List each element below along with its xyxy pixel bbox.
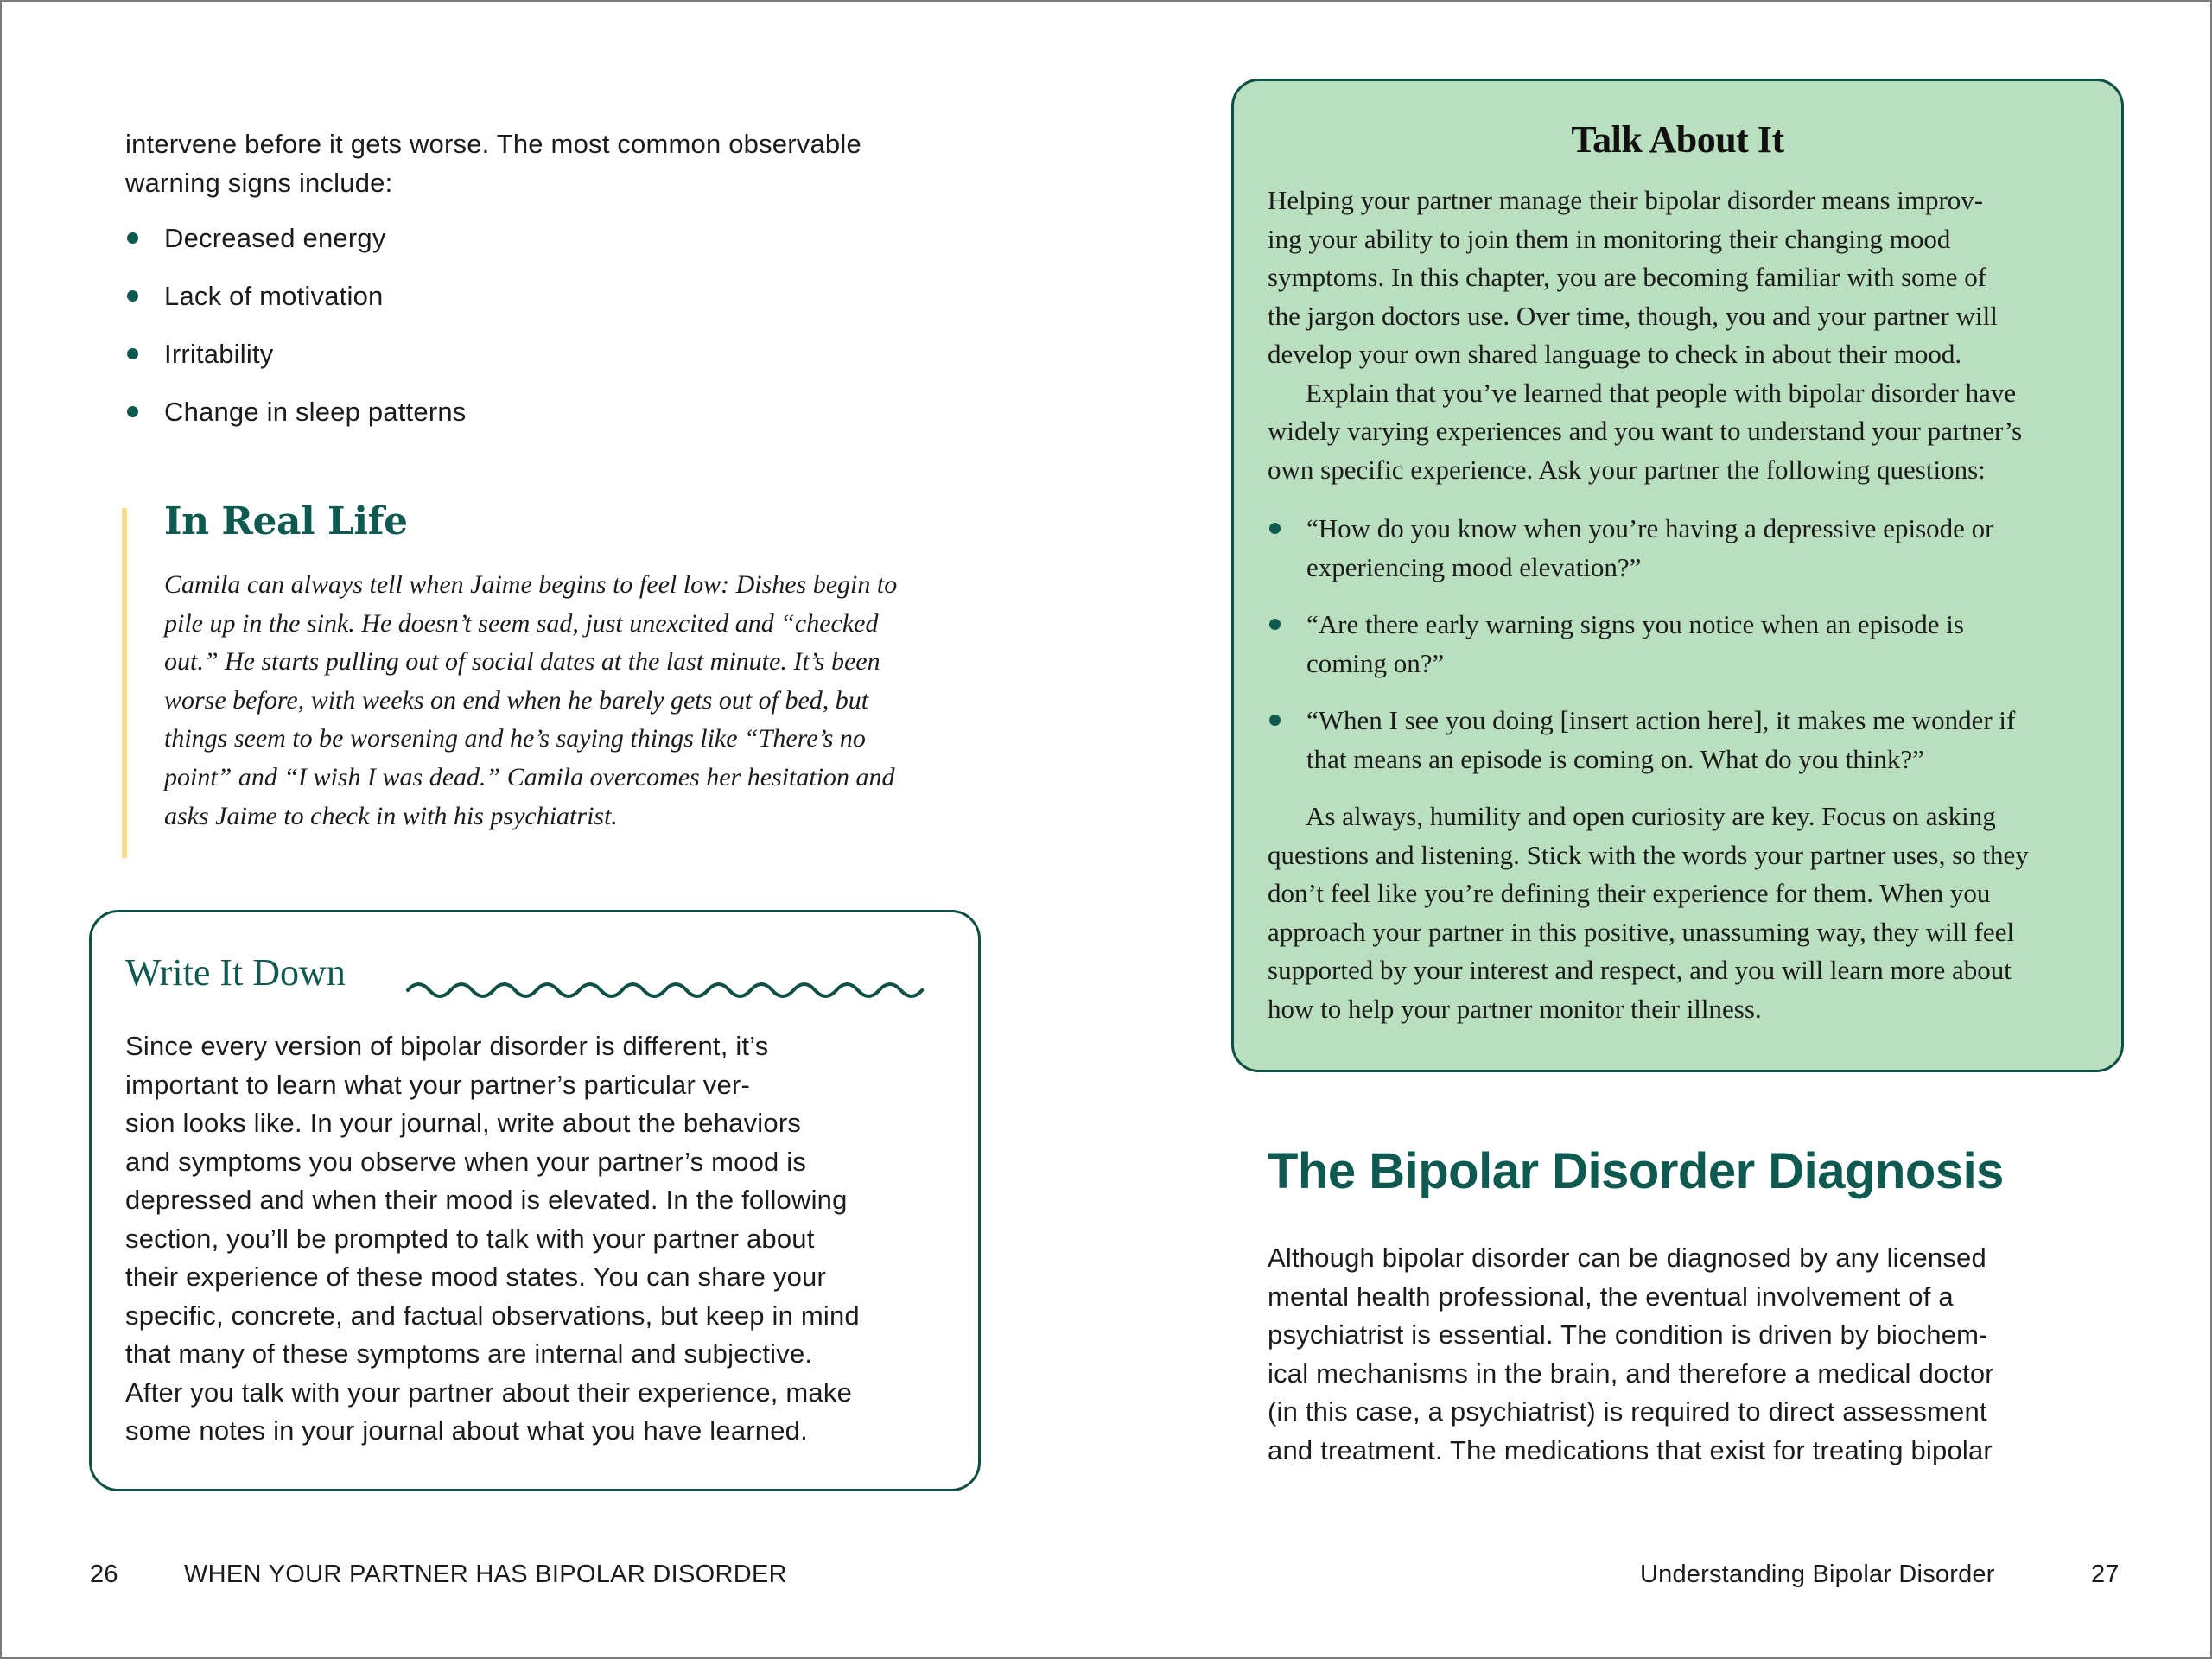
list-item <box>125 393 466 451</box>
wavy-divider-icon <box>404 971 931 1006</box>
bullet-icon <box>127 232 138 244</box>
text-line: how to help your partner monitor their illness. <box>1268 993 1762 1024</box>
list-item <box>125 277 466 335</box>
diagnosis-paragraph <box>1268 1239 2097 1470</box>
list-item <box>125 335 466 393</box>
text-line: the jargon doctors use. Over time, though, you and your partner will <box>1268 300 1998 331</box>
running-title-left: WHEN YOUR PARTNER HAS BIPOLAR DISORDER <box>184 1560 787 1588</box>
text-line: Helping your partner manage their bipolar disorder means improv- <box>1268 185 1984 215</box>
text-line: develop your own shared language to check in about their mood. <box>1268 339 1962 369</box>
list-item-label: Lack of motivation <box>164 281 384 311</box>
in-real-life-heading: In Real Life <box>164 499 408 543</box>
text-line: experiencing mood elevation?” <box>1306 551 1642 582</box>
bullet-icon <box>127 406 138 417</box>
text-line: own specific experience. Ask your partner the following questions: <box>1268 454 1986 485</box>
text-line: “Are there early warning signs you notice when an episode is <box>1306 609 1964 639</box>
text-line: important to learn what your partner’s particular ver- <box>125 1069 750 1100</box>
text-line: symptoms. In this chapter, you are becoming familiar with some of <box>1268 262 1987 292</box>
text-line: don’t feel like you’re defining their experience for them. When you <box>1268 878 1991 908</box>
in-real-life-story <box>164 566 897 836</box>
text-line: and treatment. The medications that exist for treating bipolar <box>1268 1434 1993 1465</box>
text-line: worse before, with weeks on end when he barely gets out of bed, but <box>164 685 869 715</box>
text-line: some notes in your journal about what you have learned. <box>125 1415 808 1446</box>
text-line: pile up in the sink. He doesn’t seem sad, just unexcited and “checked <box>164 608 879 638</box>
text-line: “When I see you doing [insert action here], it makes me wonder if <box>1306 705 2016 735</box>
text-line: Camila can always tell when Jaime begins to feel low: Dishes begin to <box>164 570 898 599</box>
text-line: widely varying experiences and you want to understand your partner’s <box>1268 416 2023 446</box>
section-heading: The Bipolar Disorder Diagnosis <box>1268 1143 2004 1199</box>
text-line: section, you’ll be prompted to talk with your partner about <box>125 1223 815 1254</box>
text-line: As always, humility and open curiosity are key. Focus on asking <box>1306 801 1996 831</box>
write-it-down-body <box>125 1027 955 1451</box>
text-line: point” and “I wish I was dead.” Camila overcomes her hesitation and <box>164 762 895 791</box>
text-line: questions and listening. Stick with the words your partner uses, so they <box>1268 839 2029 870</box>
bullet-icon <box>1269 523 1281 534</box>
text-line: specific, concrete, and factual observations, but keep in mind <box>125 1300 860 1331</box>
text-line: ing your ability to join them in monitoring their changing mood <box>1268 223 1951 254</box>
warning-signs-list <box>125 219 466 451</box>
text-line: that means an episode is coming on. What do you think?” <box>1306 743 1924 774</box>
list-item-label: Change in sleep patterns <box>164 397 467 427</box>
text-line: ical mechanisms in the brain, and therefore a medical doctor <box>1268 1357 1994 1389</box>
bullet-icon <box>127 290 138 302</box>
text-line: out.” He starts pulling out of social dates at the last minute. It’s been <box>164 647 880 677</box>
text-line: coming on?” <box>1306 647 1445 678</box>
text-line: After you talk with your partner about their experience, make <box>125 1376 853 1408</box>
write-it-down-heading: Write It Down <box>125 951 346 994</box>
text-line: that many of these symptoms are internal and subjective. <box>125 1338 813 1369</box>
bullet-icon <box>1269 715 1281 726</box>
text-line: and symptoms you observe when your partner’s mood is <box>125 1146 807 1177</box>
text-line: Explain that you’ve learned that people with bipolar disorder have <box>1306 377 2017 408</box>
text-line: warning signs include: <box>125 167 393 198</box>
text-line: supported by your interest and respect, and you will learn more about <box>1268 955 2012 985</box>
list-item <box>125 219 466 277</box>
text-line: things seem to be worsening and he’s saying things like “There’s no <box>164 724 866 753</box>
list-item <box>1268 702 2015 779</box>
text-line: Since every version of bipolar disorder is different, it’s <box>125 1031 769 1061</box>
text-line: psychiatrist is essential. The condition is driven by biochem- <box>1268 1319 1988 1350</box>
bullet-icon <box>127 348 138 359</box>
page-number-right: 27 <box>2091 1560 2120 1588</box>
talk-about-it-paragraph-3 <box>1268 798 2029 1028</box>
list-item <box>1268 510 2015 587</box>
list-item <box>1268 606 2015 683</box>
talk-about-it-paragraph-1 <box>1268 181 2022 489</box>
text-line: intervene before it gets worse. The most common observable <box>125 129 861 159</box>
text-line: (in this case, a psychiatrist) is required to direct assessment <box>1268 1396 1987 1427</box>
text-line: “How do you know when you’re having a depressive episode or <box>1306 513 1994 543</box>
text-line: asks Jaime to check in with his psychiatrist. <box>164 801 618 830</box>
text-line: sion looks like. In your journal, write about the behaviors <box>125 1108 802 1138</box>
bullet-icon <box>1269 619 1281 630</box>
in-real-life-accent-bar <box>122 508 127 858</box>
text-line: their experience of these mood states. You can share your <box>125 1262 827 1292</box>
text-line: depressed and when their mood is elevated. In the following <box>125 1185 848 1215</box>
list-item-label: Decreased energy <box>164 223 386 253</box>
partner-questions-list <box>1268 510 2015 798</box>
list-item-label: Irritability <box>164 339 274 369</box>
text-line: Although bipolar disorder can be diagnosed by any licensed <box>1268 1243 1986 1273</box>
talk-about-it-heading: Talk About It <box>1571 118 1784 161</box>
page-number-left: 26 <box>90 1560 118 1588</box>
running-title-right: Understanding Bipolar Disorder <box>1640 1560 1995 1588</box>
text-line: mental health professional, the eventual involvement of a <box>1268 1281 1954 1312</box>
intro-paragraph <box>125 125 955 202</box>
text-line: approach your partner in this positive, unassuming way, they will feel <box>1268 916 2015 947</box>
